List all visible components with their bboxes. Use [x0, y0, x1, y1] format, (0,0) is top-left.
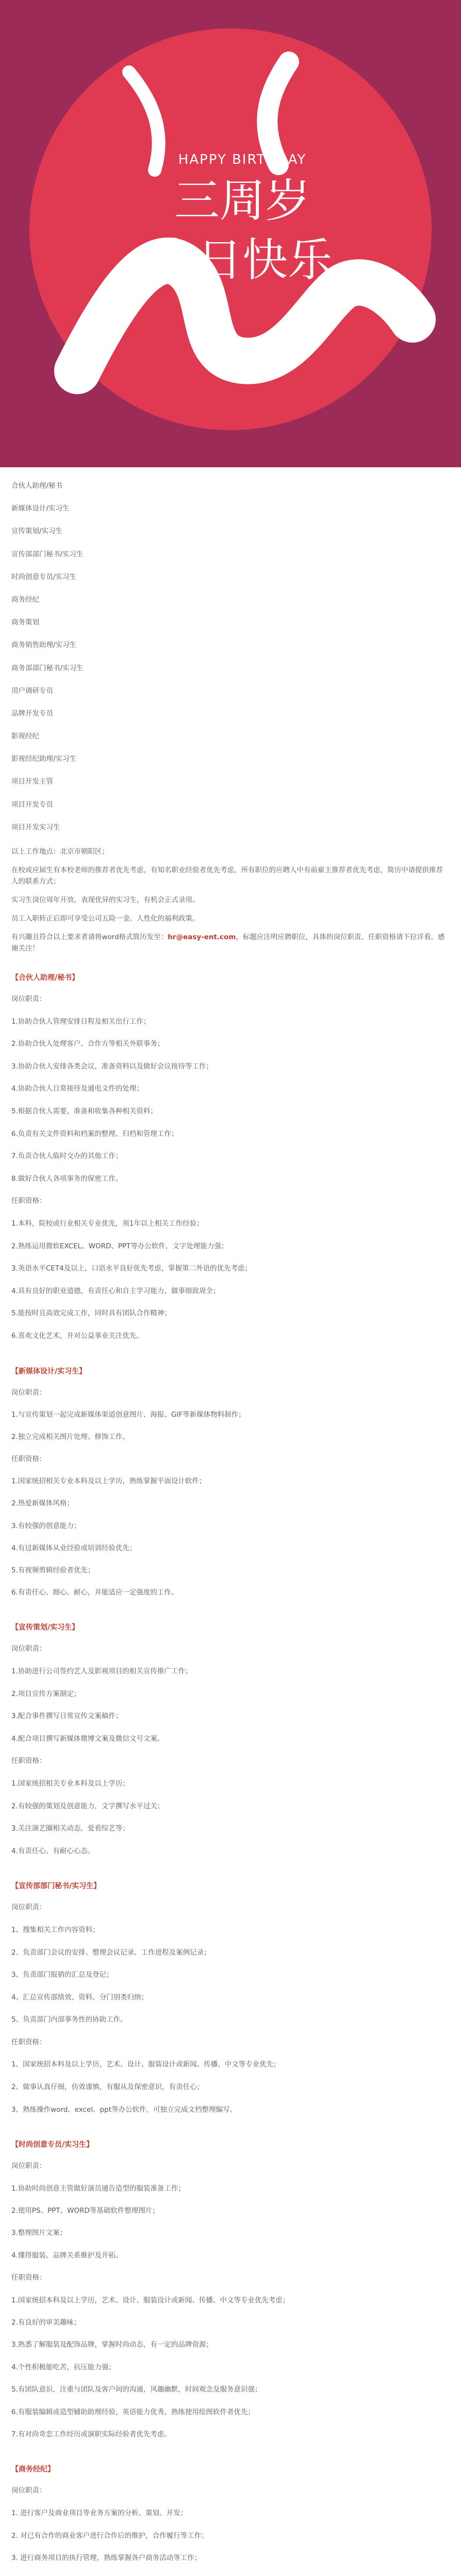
position-item: 时尚创意专员/实习生	[11, 572, 77, 581]
section-line: 1. 进行客户及商业项目等业务方案的分析、策划、开发；	[11, 2509, 188, 2517]
section-line: 3.协助合伙人安排各类会议，准备资料以及做好会议接待等工作；	[11, 1062, 213, 1071]
section-line: 4.有责任心、有耐心心态。	[11, 1846, 95, 1855]
section-title: 【宣传部部门秘书/实习生】	[11, 1882, 101, 1891]
section-line: 1、搜集相关工作内容资料；	[11, 1925, 100, 1934]
section-line: 1.协助时尚创意主管做好演员通告造型的服装准备工作；	[11, 2184, 185, 2193]
section-line: 任职资格：	[11, 1455, 46, 1464]
section-line: 7.负责合伙人临时交办的其他工作；	[11, 1152, 123, 1161]
section-line: 3、熟练操作word、excel、ppt等办公软件，可独立完成文档整理编写。	[11, 2105, 237, 2114]
section-line: 岗位职责：	[11, 1903, 46, 1912]
section-title: 【时尚创意专员/实习生】	[11, 2141, 94, 2149]
position-item: 品牌开发专员	[11, 709, 53, 718]
position-item: 商务策划	[11, 618, 39, 627]
position-item: 宣传策划/实习生	[11, 527, 63, 536]
section-line: 3.整理图片文案；	[11, 2229, 67, 2238]
section-line: 7.有对尚奇恋工作经历或演职实际经验者优先考虑。	[11, 2430, 171, 2438]
hero-title-line2: 生日快乐	[151, 233, 334, 286]
job-section	[11, 2134, 450, 2446]
intro-location: 以上工作地点：北京市朝阳区；	[11, 848, 109, 856]
section-line: 任职资格：	[11, 2274, 46, 2282]
section-line: 1、国家统招本科及以上学历，艺术、设计、服装设计或新闻、传播、中文等专业优先；	[11, 2060, 281, 2069]
section-line: 3. 进行商务项目的执行管理，熟练掌握各户商务活动等工作；	[11, 2554, 202, 2563]
section-line: 岗位职责：	[11, 995, 46, 1003]
section-line: 1.国家统招相关专业本科及以上学历；	[11, 1779, 129, 1788]
section-line: 5.有团队意识，注重与团队及客户间的沟通，风趣幽默，时间观念及服务意识强；	[11, 2385, 262, 2394]
section-line: 2.有较强的策划及创意能力，文字撰写水平过关；	[11, 1802, 164, 1810]
job-section	[11, 1361, 450, 1604]
section-line: 2、负责部门会议的安排、整理会议记录、工作进程及案例记录；	[11, 1948, 211, 1957]
section-line: 4.配合项目撰写新媒体微博文案及微信文号文案。	[11, 1734, 164, 1743]
apply-instructions	[11, 931, 450, 954]
section-line: 岗位职责：	[11, 1645, 46, 1653]
section-line: 2.有良好的审美趣味；	[11, 2318, 81, 2327]
intro-benefits: 员工入职转正后即可享受公司五险一金、人性化的福利政策。	[11, 914, 200, 923]
section-line: 4、汇总宣传部绩效、资料、分门别类归纳；	[11, 1993, 149, 2002]
intro-priority: 在校或应届生有本校老师的推荐者优先考虑，有知名职业经验者优先考虑，所有职位的应聘人中有前雇主推荐者优先考虑，简历中请提供推荐人的联系方式；	[11, 866, 443, 886]
section-line: 任职资格：	[11, 2038, 46, 2046]
section-line: 2.热爱新媒体风格；	[11, 1499, 74, 1508]
section-line: 2. 对已有合作的商业客户进行合作后的维护，合作履行等工作；	[11, 2531, 208, 2540]
section-line: 岗位职责：	[11, 1388, 46, 1397]
section-title: 【宣传策划/实习生】	[11, 1623, 79, 1632]
apply-suffix: ，标题应注明应聘职位，具体的岗位职责、任职资格请下拉详看。感谢关注！	[11, 933, 445, 953]
section-line: 1.协助进行公司签约艺人及影视项目的相关宣传推广工作；	[11, 1667, 192, 1675]
job-section	[11, 2459, 450, 2576]
position-item: 商务销售助理/实习生	[11, 641, 77, 650]
section-line: 4.个性积极能吃苦，抗压能力强；	[11, 2363, 116, 2371]
section-line: 3.熟悉了解服装及配饰品牌，掌握时尚动态，有一定的品牌资源；	[11, 2341, 213, 2349]
job-section	[11, 1617, 450, 1862]
position-item: 宣传部部门秘书/实习生	[11, 550, 84, 558]
section-line: 1.国家统招相关专业本科及以上学历，熟练掌握平面设计软件；	[11, 1477, 206, 1486]
section-line: 5.有视频剪辑经验者优先；	[11, 1566, 95, 1574]
position-item: 用户调研专员	[11, 686, 53, 695]
section-line: 4.有过新媒体从业经验或培训经验优先；	[11, 1544, 137, 1552]
hero-banner	[0, 0, 461, 467]
section-line: 1.协助合伙人管理安排日程及相关出行工作；	[11, 1017, 151, 1026]
section-line: 5.能按时且高效完成工作，同时具有团队合作精神；	[11, 1309, 171, 1318]
position-item: 影视经纪	[11, 732, 39, 741]
section-title: 【新媒体设计/实习生】	[11, 1367, 87, 1376]
position-item: 商务经纪	[11, 595, 39, 604]
section-line: 任职资格：	[11, 1197, 46, 1206]
section-line: 6.喜欢文化艺术，并对公益事业关注优先。	[11, 1331, 143, 1340]
section-line: 3、负责部门报销的汇总及登记；	[11, 1971, 113, 1979]
section-line: 4.具有良好的职业道德，有责任心和自主学习能力，做事细致周全；	[11, 1286, 220, 1295]
position-item: 项目开发专员	[11, 800, 53, 809]
hero-title-line1: 三周岁	[174, 174, 311, 227]
section-line: 5.根据合伙人需要，准备和收集各种相关资料；	[11, 1107, 157, 1115]
intro-internship: 实习生岗位周年开放，表现优异的实习生，有机会正式录用。	[11, 896, 200, 904]
section-line: 6.有责任心、细心、耐心，并能适应一定强度的工作。	[11, 1588, 178, 1597]
happy-birthday-text: HAPPY BIRTHDAY	[178, 152, 307, 167]
section-line: 6.负责有关文件资料和档案的整理、归档和管理工作；	[11, 1129, 178, 1138]
birthday-illustration	[0, 0, 461, 467]
section-line: 2.协助合伙人处理客户、合作方等相关外联事务；	[11, 1040, 164, 1048]
section-line: 3.关注演艺圈相关动态，爱看综艺等；	[11, 1824, 129, 1833]
section-line: 2.使用PS、PPT、WORD等基础软件整理图片；	[11, 2207, 159, 2215]
section-line: 4.协助合伙人日常接待及通电文件的处理；	[11, 1084, 143, 1093]
section-line	[11, 2570, 450, 2576]
job-section	[11, 1876, 450, 2121]
job-section	[11, 968, 450, 1348]
section-title: 【商务经纪】	[11, 2465, 55, 2474]
section-line: 2、做事认真仔细，仿效谨慎，有服从及保密意识，有责任心；	[11, 2083, 204, 2092]
section-line: 4.懂得服装、品牌关系维护及开拓。	[11, 2251, 123, 2260]
section-line: 3.有较强的创意能力；	[11, 1521, 81, 1530]
section-line: 5、负责部门内部事务性的协助工作。	[11, 2015, 127, 2024]
position-item: 项目开发实习生	[11, 823, 60, 832]
article-body	[0, 467, 461, 2576]
section-line: 2.独立完成相关图片处理、修饰工作。	[11, 1432, 129, 1441]
section-line: 岗位职责：	[11, 2486, 46, 2495]
position-item: 商务部部门秘书/实习生	[11, 664, 84, 672]
section-line: 岗位职责：	[11, 2162, 46, 2171]
section-line: 8.做好合伙人各项事务的保密工作。	[11, 1174, 123, 1183]
section-line: 1.本科，院校或行业相关专业优先，须1年以上相关工作经验；	[11, 1219, 204, 1228]
apply-email-link[interactable]: hr@easy-ent.com	[168, 933, 236, 941]
section-line: 2.熟练运用微软EXCEL、WORD、PPT等办公软件，文字处理能力强；	[11, 1242, 228, 1250]
section-title: 【合伙人助理/秘书】	[11, 974, 79, 982]
section-line: 3.配合事件撰写日常宣传文案稿件；	[11, 1712, 123, 1721]
job-sections	[11, 968, 450, 2576]
section-line: 任职资格：	[11, 1757, 46, 1766]
position-item: 新媒体设计/实习生	[11, 504, 70, 513]
position-item: 合伙人助理/秘书	[11, 482, 63, 490]
section-line: 3.英语水平CET4及以上，口语水平良好优先考虑，掌握第二外语的优先考虑；	[11, 1264, 252, 1273]
section-line: 6.有服装编辑或造型辅助助理经验，英语能力优秀，熟练使用绘图软件者优先；	[11, 2408, 255, 2416]
section-line: 1.国家统招本科及以上学历，艺术、设计、服装设计或新闻、传播、中文等专业优先考虑；	[11, 2296, 290, 2304]
position-item: 项目开发主管	[11, 777, 53, 786]
section-line: 2.项目宣传方案制定；	[11, 1689, 81, 1698]
position-item: 影视经纪助理/实习生	[11, 755, 77, 764]
apply-prefix: 有兴趣且符合以上要求者请将word格式简历发至：	[11, 933, 168, 941]
section-line: 1.与宣传策划一起完成新媒体渠道创意图片、海报、GIF等新媒体物料制作；	[11, 1410, 245, 1419]
positions-list	[11, 474, 450, 839]
